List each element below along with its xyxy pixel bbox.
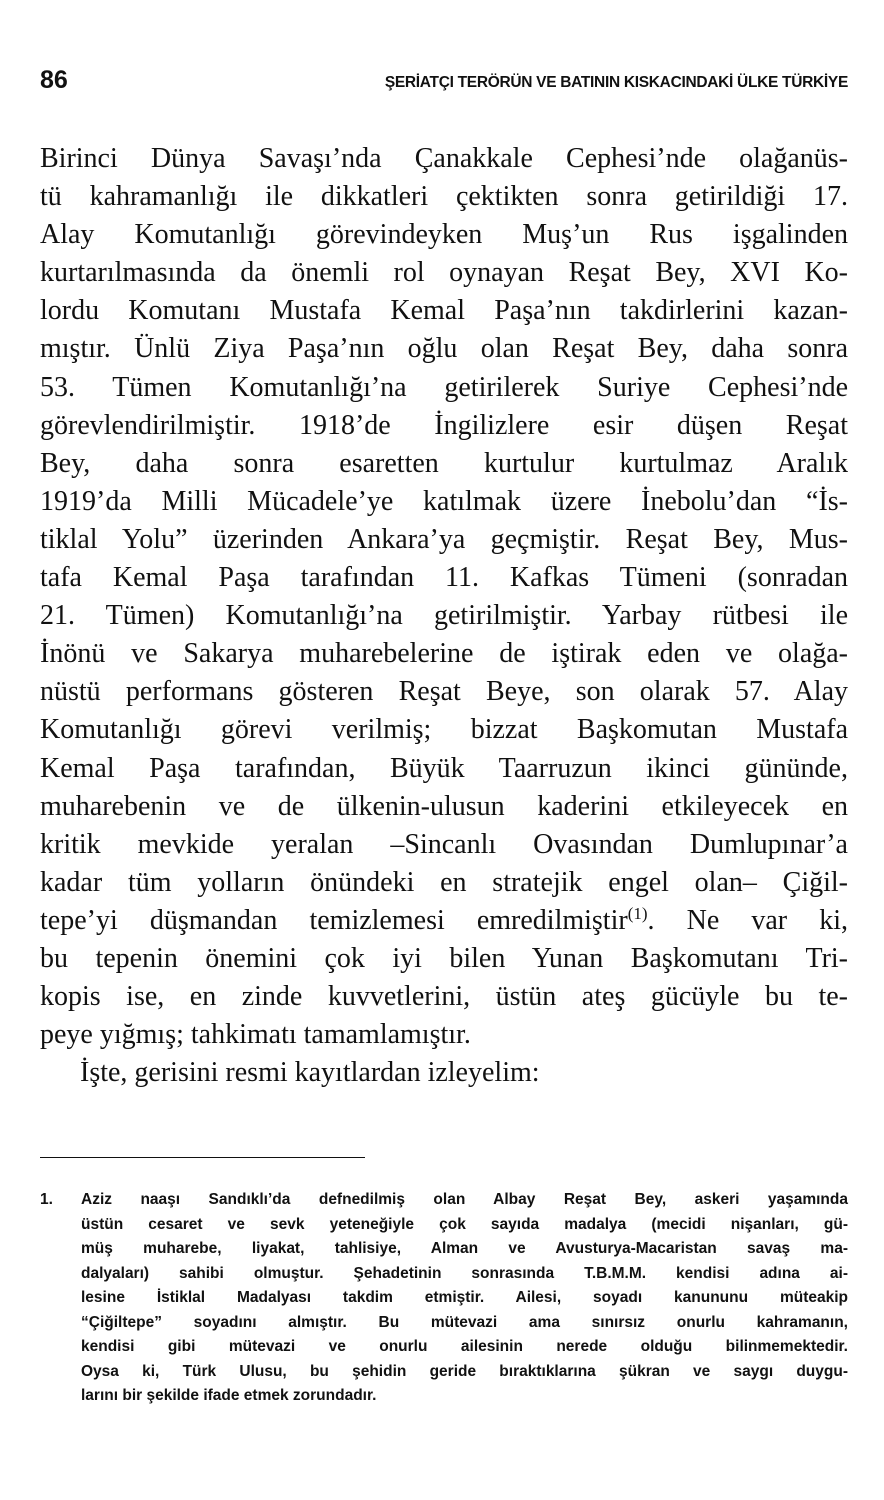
text-line: kopis ise, en zinde kuvvetlerini, üstün ateş gücüyle bu te- (40, 981, 848, 1013)
text-line: müş muharebe, liyakat, tahlisiye, Alman ve Avusturya-Macaristan savaş ma- (81, 1240, 848, 1257)
text-line: tü kahramanlığı ile dikkatleri çektikten sonra getirildiği 17. (40, 181, 848, 213)
footnote-divider (40, 1157, 365, 1158)
text-line: Kemal Paşa tarafından, Büyük Taarruzun ikinci gününde, (40, 752, 848, 784)
text-line: larını bir şekilde ifade etmek zorundadır. (81, 1387, 377, 1404)
text-line: tepe’yi düşmandan temizlemesi emredilmiştir$^{(1)}$. Ne var ki, (40, 903, 848, 936)
text-line: bu tepenin önemini çok iyi bilen Yunan Başkomutanı Tri- (40, 942, 848, 974)
text-line: “Çiğiltepe” soyadını almıştır. Bu mütevazi ama sınırsız onurlu kahramanın, (81, 1313, 848, 1331)
text-line: kritik mevkide yeralan –Sincanlı Ovasından Dumlupınar’a (40, 828, 848, 860)
text-line: Alay Komutanlığı görevindeyken Muş’un Rus işgalinden (40, 219, 848, 251)
running-title: ŞERİATÇI TERÖRÜN VE BATININ KISKACINDAKİ ÜLKE TÜRKİYE (384, 74, 848, 91)
text-line: lordu Komutanı Mustafa Kemal Paşa’nın takdirlerini kazan- (40, 295, 848, 327)
text-line: 53. Tümen Komutanlığı’na getirilerek Suriye Cephesi’nde (40, 371, 848, 403)
text-line: 1919’da Milli Mücadele’ye katılmak üzere İnebolu’dan “İs- (40, 485, 848, 517)
text-line: Komutanlığı görevi verilmiş; bizzat Başkomutan Mustafa (40, 714, 848, 746)
text-line: mıştır. Ünlü Ziya Paşa’nın oğlu olan Reşat Bey, daha sonra (40, 333, 848, 365)
text-line: Oysa ki, Türk Ulusu, bu şehidin geride bıraktıklarına şükran ve saygı duygu- (81, 1362, 848, 1380)
text-line: Birinci Dünya Savaşı’nda Çanakkale Cephesi’nde olağanüs- (40, 143, 848, 174)
text-line: Aziz naaşı Sandıklı’da defnedilmiş olan Albay Reşat Bey, askeri yaşamında (81, 1191, 848, 1208)
page-header (40, 58, 848, 98)
text-line: kadar tüm yolların önündeki en stratejik engel olan– Çiğil- (40, 866, 848, 898)
text-line: görevlendirilmiştir. 1918’de İngilizlere esir düşen Reşat (40, 409, 848, 441)
text-line: peye yığmış; tahkimatı tamamlamıştır. (40, 1019, 471, 1051)
text-line: dalyaları) sahibi olmuştur. Şehadetinin sonrasında T.B.M.M. kendisi adına ai- (81, 1264, 848, 1282)
closing-line: İşte, gerisini resmi kayıtlardan izleyelim: (80, 1057, 540, 1089)
text-line: muharebenin ve de ülkenin-ulusun kaderini etkileyecek en (40, 790, 848, 822)
text-line: lesine İstiklal Madalyası takdim etmiştir. Ailesi, soyadı kanununu müteakip (81, 1289, 848, 1306)
footnote-text (81, 1188, 848, 1409)
text-line: İnönü ve Sakarya muharebelerine de iştirak eden ve olağa- (40, 638, 848, 670)
page-number: 86 (40, 66, 68, 94)
text-line: üstün cesaret ve sevk yeteneğiyle çok sayıda madalya (mecidi nişanları, gü- (81, 1215, 848, 1233)
text-line: tafa Kemal Paşa tarafından 11. Kafkas Tümeni (sonradan (40, 562, 848, 594)
text-line: nüstü performans gösteren Reşat Beye, son olarak 57. Alay (40, 676, 848, 708)
text-line: Bey, daha sonra esaretten kurtulur kurtulmaz Aralık (40, 447, 848, 479)
body-text (40, 140, 848, 1092)
text-line: tiklal Yolu” üzerinden Ankara’ya geçmiştir. Reşat Bey, Mus- (40, 523, 848, 555)
footnote-reference: (1) (627, 903, 648, 923)
text-line: kurtarılmasında da önemli rol oynayan Reşat Bey, XVI Ko- (40, 257, 848, 289)
text-line: 21. Tümen) Komutanlığı’na getirilmiştir. Yarbay rütbesi ile (40, 600, 848, 632)
footnote-number: 1. (40, 1191, 53, 1208)
text-line: kendisi gibi mütevazi ve onurlu ailesinin nerede olduğu bilinmemektedir. (81, 1338, 848, 1355)
